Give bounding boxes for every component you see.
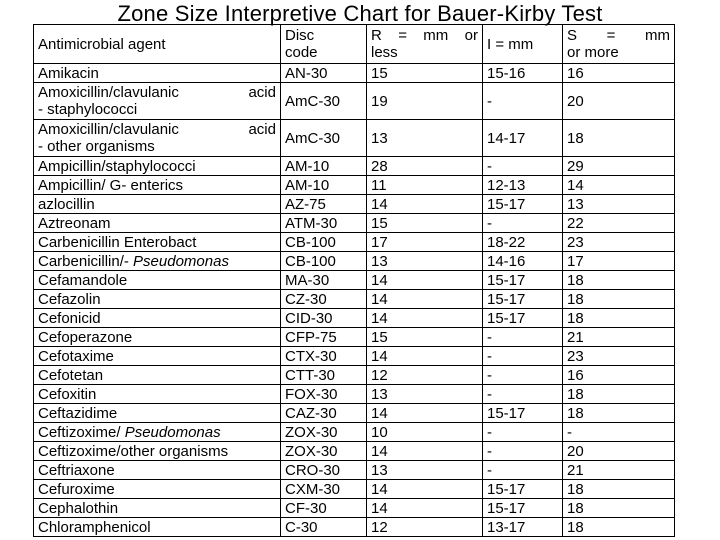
disc-code-cell: FOX-30 [281, 385, 367, 404]
agent-name [38, 500, 276, 517]
agent-name [38, 405, 276, 422]
table-row [34, 366, 675, 385]
intermediate-cell: 14-16 [483, 252, 563, 271]
table-row [34, 195, 675, 214]
agent-name-text: Ampicillin/staphylococci [38, 157, 196, 175]
intermediate-cell: 12-13 [483, 176, 563, 195]
agent-cell [34, 157, 281, 176]
agent-cell [34, 461, 281, 480]
table-row [34, 290, 675, 309]
agent-name-text: Carbenicillin Enterobact [38, 233, 197, 251]
agent-name-text: Ceftizoxime/other organisms [38, 442, 229, 460]
agent-name [38, 367, 276, 384]
susceptible-cell: 18 [563, 120, 675, 157]
agent-line1 [38, 121, 276, 138]
table-row [34, 309, 675, 328]
resistant-cell: 14 [367, 347, 483, 366]
susceptible-cell: 18 [563, 499, 675, 518]
resistant-cell: 14 [367, 442, 483, 461]
disc-code-cell: AmC-30 [281, 120, 367, 157]
disc-code-cell: CXM-30 [281, 480, 367, 499]
agent-cell [34, 328, 281, 347]
disc-code-cell: AZ-75 [281, 195, 367, 214]
agent-name-part: Amoxicillin/clavulanic [38, 84, 179, 101]
agent-name [38, 519, 276, 536]
agent-name-text: Cefotetan [38, 366, 104, 384]
agent-name [38, 443, 276, 460]
disc-code-cell: CFP-75 [281, 328, 367, 347]
table-row [34, 252, 675, 271]
resistant-cell: 14 [367, 499, 483, 518]
agent-name [38, 234, 276, 251]
susceptible-cell: 18 [563, 480, 675, 499]
agent-name-text: Ceftazidime [38, 404, 118, 422]
header-r-line1 [371, 27, 478, 44]
susceptible-cell: 23 [563, 233, 675, 252]
header-intermediate [483, 25, 563, 64]
zone-size-table [33, 24, 675, 537]
disc-code-cell: CID-30 [281, 309, 367, 328]
header-s-a: S [567, 27, 578, 44]
resistant-cell: 13 [367, 252, 483, 271]
table-row [34, 64, 675, 83]
resistant-cell: 13 [367, 461, 483, 480]
disc-code-cell: CTT-30 [281, 366, 367, 385]
resistant-cell: 17 [367, 233, 483, 252]
agent-cell [34, 120, 281, 157]
susceptible-cell: 18 [563, 290, 675, 309]
resistant-cell: 12 [367, 518, 483, 537]
susceptible-cell: 16 [563, 366, 675, 385]
intermediate-cell: 15-17 [483, 195, 563, 214]
agent-name-text: Ampicillin/ G- enterics [38, 176, 184, 194]
table-row [34, 518, 675, 537]
agent-name-text: azlocillin [38, 195, 95, 213]
susceptible-cell: 20 [563, 83, 675, 120]
table-row [34, 499, 675, 518]
resistant-cell: 10 [367, 423, 483, 442]
header-i-label: I = mm [487, 35, 534, 53]
agent-cell [34, 347, 281, 366]
susceptible-cell: 18 [563, 309, 675, 328]
resistant-cell: 12 [367, 366, 483, 385]
agent-name [38, 177, 276, 194]
disc-code-cell: AmC-30 [281, 83, 367, 120]
disc-code-cell: ZOX-30 [281, 442, 367, 461]
resistant-cell: 15 [367, 214, 483, 233]
agent-cell [34, 83, 281, 120]
susceptible-cell: 29 [563, 157, 675, 176]
intermediate-cell: 15-17 [483, 404, 563, 423]
susceptible-cell: 18 [563, 518, 675, 537]
header-disc-code [281, 25, 367, 64]
table-row [34, 385, 675, 404]
disc-code-cell: MA-30 [281, 271, 367, 290]
table-row [34, 442, 675, 461]
resistant-cell: 14 [367, 271, 483, 290]
agent-cell [34, 290, 281, 309]
header-resistant [367, 25, 483, 64]
header-susceptible [563, 25, 675, 64]
resistant-cell: 14 [367, 404, 483, 423]
resistant-cell: 13 [367, 120, 483, 157]
agent-name-text: Cefoperazone [38, 328, 133, 346]
table-row [34, 157, 675, 176]
header-agent [34, 25, 281, 64]
header-s-c: mm [645, 27, 670, 44]
resistant-cell: 14 [367, 480, 483, 499]
agent-cell [34, 176, 281, 195]
agent-name-text: Chloramphenicol [38, 518, 151, 536]
intermediate-cell: - [483, 157, 563, 176]
table-body [34, 64, 675, 537]
table-row [34, 404, 675, 423]
agent-name-text: Cefoxitin [38, 385, 97, 403]
agent-name [38, 424, 276, 441]
intermediate-cell: 15-16 [483, 64, 563, 83]
agent-cell [34, 366, 281, 385]
intermediate-cell: - [483, 328, 563, 347]
agent-name [38, 291, 276, 308]
table-row [34, 480, 675, 499]
agent-name [38, 462, 276, 479]
table-row [34, 120, 675, 157]
agent-cell [34, 214, 281, 233]
table-header-row [34, 25, 675, 64]
agent-name [38, 65, 276, 82]
intermediate-cell: 13-17 [483, 518, 563, 537]
disc-code-cell: AM-10 [281, 157, 367, 176]
header-r-a: R [371, 27, 382, 44]
resistant-cell: 15 [367, 328, 483, 347]
agent-name-part: acid [248, 84, 276, 101]
table-row [34, 423, 675, 442]
agent-name-text: Ceftizoxime/ [38, 423, 125, 441]
disc-code-cell: CF-30 [281, 499, 367, 518]
intermediate-cell: 15-17 [483, 309, 563, 328]
agent-name [38, 348, 276, 365]
intermediate-cell: - [483, 423, 563, 442]
disc-code-cell: CZ-30 [281, 290, 367, 309]
header-r-b: = [398, 27, 407, 44]
agent-name-part: acid [248, 121, 276, 138]
header-disc-line2: code [285, 44, 318, 61]
agent-name [38, 481, 276, 498]
agent-cell [34, 271, 281, 290]
agent-cell [34, 480, 281, 499]
agent-name-text: Ceftriaxone [38, 461, 115, 479]
intermediate-cell: - [483, 83, 563, 120]
disc-code-cell: CB-100 [281, 252, 367, 271]
agent-name-part: Amoxicillin/clavulanic [38, 121, 179, 138]
intermediate-cell: 15-17 [483, 271, 563, 290]
agent-name-text: Cefamandole [38, 271, 128, 289]
resistant-cell: 28 [367, 157, 483, 176]
resistant-cell: 14 [367, 195, 483, 214]
resistant-cell: 11 [367, 176, 483, 195]
resistant-cell: 14 [367, 290, 483, 309]
agent-cell [34, 233, 281, 252]
agent-line1 [38, 84, 276, 101]
header-s-line1 [567, 27, 670, 44]
agent-cell [34, 442, 281, 461]
intermediate-cell: 15-17 [483, 290, 563, 309]
susceptible-cell: 21 [563, 328, 675, 347]
table-row [34, 328, 675, 347]
agent-name-text: Aztreonam [38, 214, 111, 232]
intermediate-cell: 14-17 [483, 120, 563, 157]
agent-name [38, 329, 276, 346]
agent-name-text: Cefonicid [38, 309, 101, 327]
agent-cell [34, 518, 281, 537]
agent-cell [34, 195, 281, 214]
header-r-line2: less [371, 44, 398, 61]
disc-code-cell: CRO-30 [281, 461, 367, 480]
table-row [34, 83, 675, 120]
susceptible-cell: 23 [563, 347, 675, 366]
header-r-d: or [464, 27, 478, 44]
disc-code-cell: AN-30 [281, 64, 367, 83]
table-row [34, 176, 675, 195]
page-title: Zone Size Interpretive Chart for Bauer-Kirby Test [117, 1, 603, 26]
intermediate-cell: 18-22 [483, 233, 563, 252]
resistant-cell: 14 [367, 309, 483, 328]
resistant-cell: 13 [367, 385, 483, 404]
agent-name-text: Carbenicillin/- [38, 252, 134, 270]
agent-name-text: Cefazolin [38, 290, 101, 308]
intermediate-cell: - [483, 461, 563, 480]
header-s-line2: or more [567, 44, 619, 61]
disc-code-cell: ZOX-30 [281, 423, 367, 442]
agent-cell [34, 309, 281, 328]
susceptible-cell: 20 [563, 442, 675, 461]
table-row [34, 271, 675, 290]
intermediate-cell: 15-17 [483, 480, 563, 499]
disc-code-cell: ATM-30 [281, 214, 367, 233]
disc-code-cell: CAZ-30 [281, 404, 367, 423]
agent-line2: - staphylococci [38, 101, 138, 118]
susceptible-cell: 17 [563, 252, 675, 271]
agent-name [38, 272, 276, 289]
header-agent-label: Antimicrobial agent [38, 35, 166, 53]
agent-line2: - other organisms [38, 138, 155, 155]
agent-name-text: Cefotaxime [38, 347, 114, 365]
table-row [34, 214, 675, 233]
header-disc-line1: Disc [285, 27, 315, 44]
susceptible-cell: - [563, 423, 675, 442]
disc-code-cell: C-30 [281, 518, 367, 537]
resistant-cell: 15 [367, 64, 483, 83]
agent-cell [34, 385, 281, 404]
agent-name-text: Amikacin [38, 64, 99, 82]
susceptible-cell: 14 [563, 176, 675, 195]
intermediate-cell: - [483, 366, 563, 385]
agent-cell [34, 404, 281, 423]
agent-cell [34, 252, 281, 271]
disc-code-cell: AM-10 [281, 176, 367, 195]
table-row [34, 347, 675, 366]
intermediate-cell: - [483, 385, 563, 404]
agent-organism: Pseudomonas [133, 252, 229, 270]
agent-name [38, 158, 276, 175]
agent-name-text: Cephalothin [38, 499, 119, 517]
agent-organism: Pseudomonas [124, 423, 221, 441]
header-r-c: mm [423, 27, 449, 44]
resistant-cell: 19 [367, 83, 483, 120]
intermediate-cell: - [483, 442, 563, 461]
agent-name [38, 253, 276, 270]
agent-name [38, 386, 276, 403]
agent-name [38, 215, 276, 232]
table-row [34, 233, 675, 252]
agent-name [38, 310, 276, 327]
agent-cell [34, 423, 281, 442]
susceptible-cell: 16 [563, 64, 675, 83]
header-s-b: = [606, 27, 616, 44]
disc-code-cell: CB-100 [281, 233, 367, 252]
susceptible-cell: 22 [563, 214, 675, 233]
intermediate-cell: - [483, 347, 563, 366]
susceptible-cell: 18 [563, 271, 675, 290]
table-row [34, 461, 675, 480]
agent-cell [34, 64, 281, 83]
agent-cell [34, 499, 281, 518]
agent-name-text: Cefuroxime [38, 480, 115, 498]
susceptible-cell: 18 [563, 404, 675, 423]
intermediate-cell: 15-17 [483, 499, 563, 518]
susceptible-cell: 13 [563, 195, 675, 214]
disc-code-cell: CTX-30 [281, 347, 367, 366]
susceptible-cell: 18 [563, 385, 675, 404]
agent-name [38, 196, 276, 213]
susceptible-cell: 21 [563, 461, 675, 480]
intermediate-cell: - [483, 214, 563, 233]
